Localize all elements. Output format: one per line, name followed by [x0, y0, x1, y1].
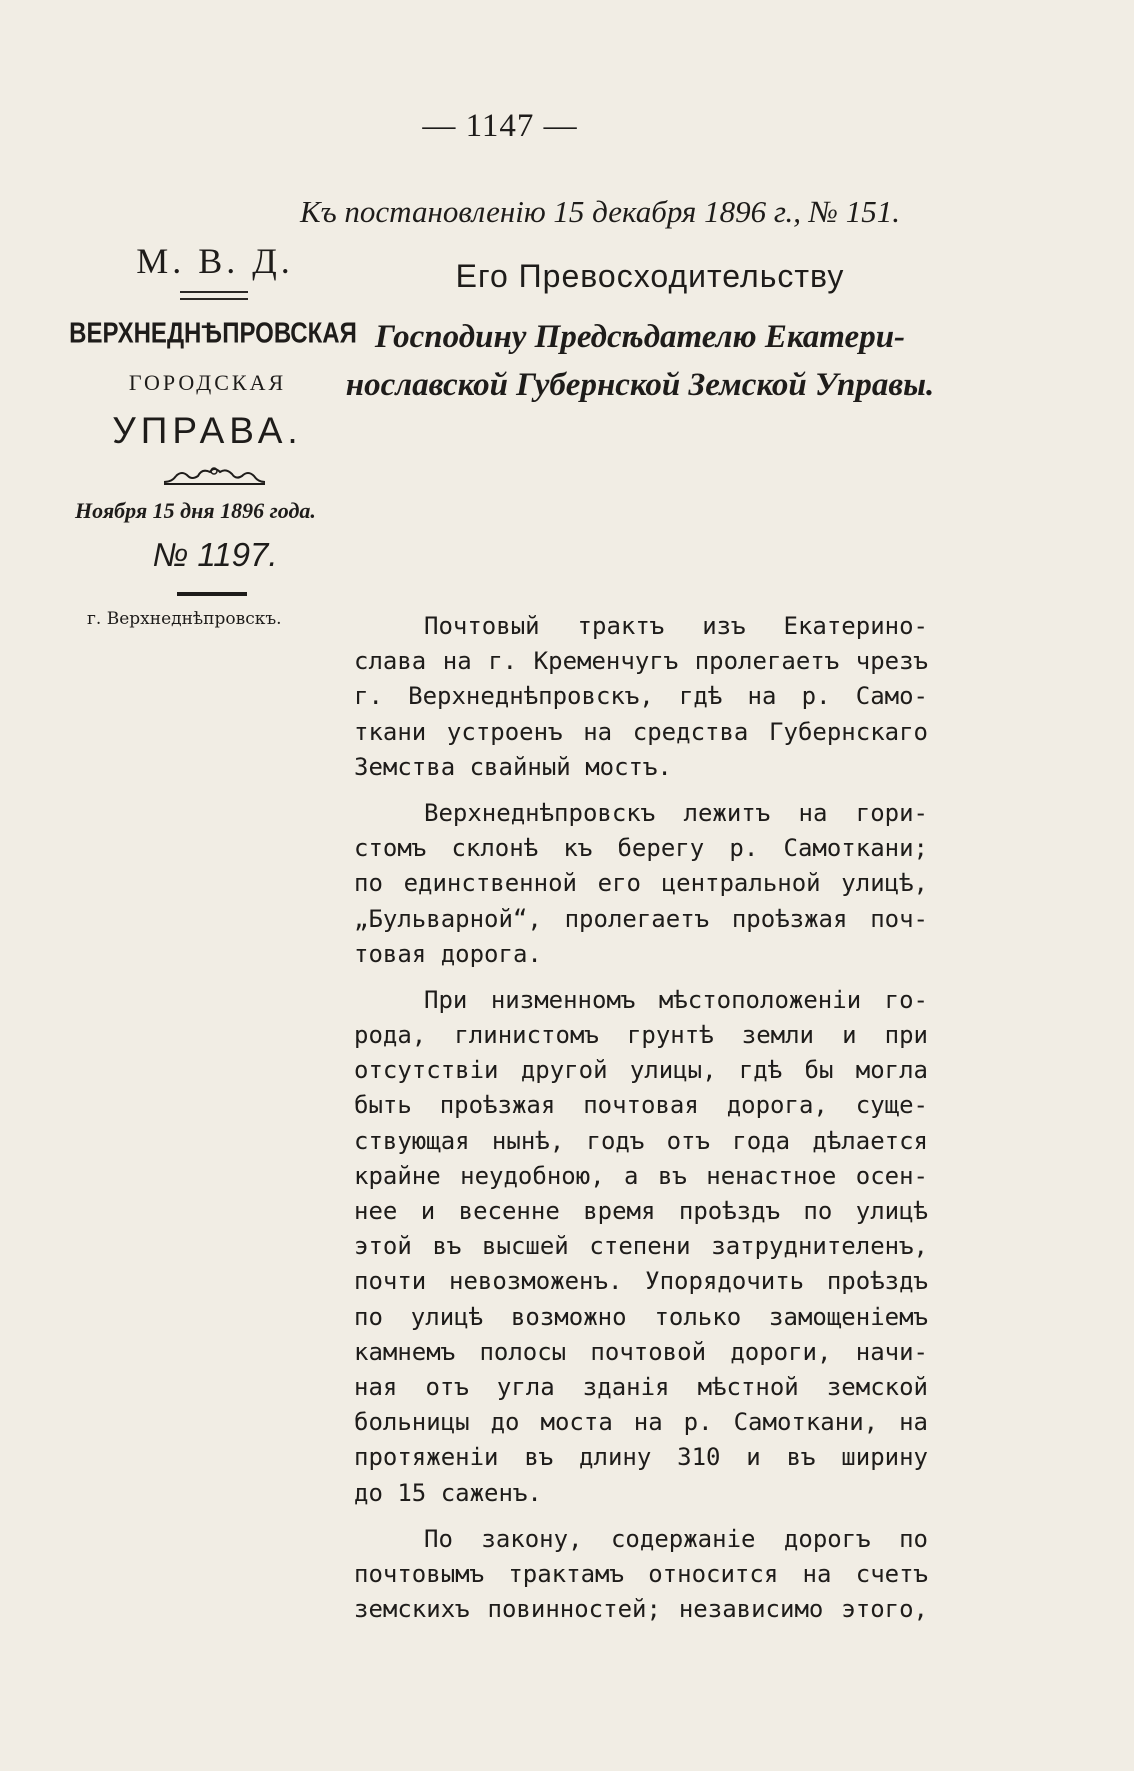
office-name-line2: ГОРОДСКАЯ [128, 370, 287, 395]
text-line: по улицѣ возможно только замощеніемъ [354, 1302, 928, 1331]
text-line: ная отъ угла зданія мѣстной земской [354, 1372, 928, 1401]
text-line: по единственной его центральной улицѣ, [354, 869, 928, 898]
text-line: нее и весенне время проѣздъ по улицѣ [354, 1197, 928, 1225]
text-line: По закону, содержаніе дорогъ по [424, 1524, 928, 1553]
addressee-line3: нославской Губернской Земской Управы. [345, 367, 935, 403]
office-name-line1: ВЕРХНЕДНѢПРОВСКАЯ [69, 317, 357, 350]
addressee-title: Его Превосходительству [455, 258, 845, 294]
text-line: почтовымъ трактамъ относится на счетъ [354, 1559, 928, 1588]
text-line: Верхнеднѣпровскъ лежитъ на гори- [424, 798, 928, 827]
letter-date: Ноября 15 дня 1896 года. [75, 498, 316, 523]
reference-line: Къ постановленію 15 декабря 1896 г., № 151. [300, 194, 900, 229]
paragraph-1 [354, 609, 928, 785]
letter-body [354, 609, 928, 1627]
paragraph-2 [354, 796, 928, 972]
text-line: протяженіи въ длину 310 и въ ширину [354, 1443, 928, 1472]
text-line: этой въ высшей степени затруднителенъ, [354, 1232, 928, 1261]
paragraph-3 [354, 983, 928, 1511]
place-of-origin: г. Верхнеднѣпровскъ. [87, 609, 282, 629]
text-line: г. Верхнеднѣпровскъ, гдѣ на р. Само- [354, 682, 928, 711]
ministry-abbreviation: М. В. Д. [136, 241, 294, 281]
text-line: до 15 саженъ. [354, 1478, 542, 1507]
text-line: земскихъ повинностей; независимо этого, [354, 1595, 928, 1624]
text-line: „Бульварной“, пролегаетъ проѣзжая поч- [354, 904, 928, 933]
ornament-flourish-icon [162, 462, 267, 488]
text-line: отсутствіи другой улицы, гдѣ бы могла [354, 1056, 928, 1085]
office-name-line3: УПРАВА. [112, 410, 303, 451]
paragraph-4 [354, 1522, 928, 1628]
text-line: товая дорога. [354, 939, 542, 968]
text-line: Почтовый трактъ изъ Екатерино- [424, 612, 928, 640]
text-line: слава на г. Кременчугъ пролегаетъ чрезъ [354, 647, 928, 676]
text-line: ствующая нынѣ, годъ отъ года дѣлается [354, 1126, 928, 1155]
text-line: быть проѣзжая почтовая дорога, суще- [354, 1091, 928, 1120]
addressee-line2: Господину Предсѣдателю Екатери- [374, 319, 906, 355]
text-line: При низменномъ мѣстоположеніи го- [424, 985, 928, 1014]
text-line: ткани устроенъ на средства Губернскаго [354, 717, 928, 746]
page-number: — 1147 — [422, 108, 578, 144]
short-rule-divider [177, 592, 247, 596]
text-line: камнемъ полосы почтовой дороги, начи- [354, 1337, 928, 1366]
text-line: почти невозможенъ. Упорядочить проѣздъ [354, 1267, 928, 1296]
text-line: крайне неудобною, а въ ненастное осен- [354, 1161, 928, 1190]
double-rule-divider [180, 291, 248, 300]
text-line: больницы до моста на р. Самоткани, на [354, 1408, 928, 1437]
outgoing-number: № 1197. [152, 536, 278, 573]
text-line: стомъ склонѣ къ берегу р. Самоткани; [354, 834, 928, 863]
text-line: рода, глинистомъ грунтѣ земли и при [354, 1021, 928, 1050]
text-line: Земства свайный мостъ. [354, 752, 672, 781]
